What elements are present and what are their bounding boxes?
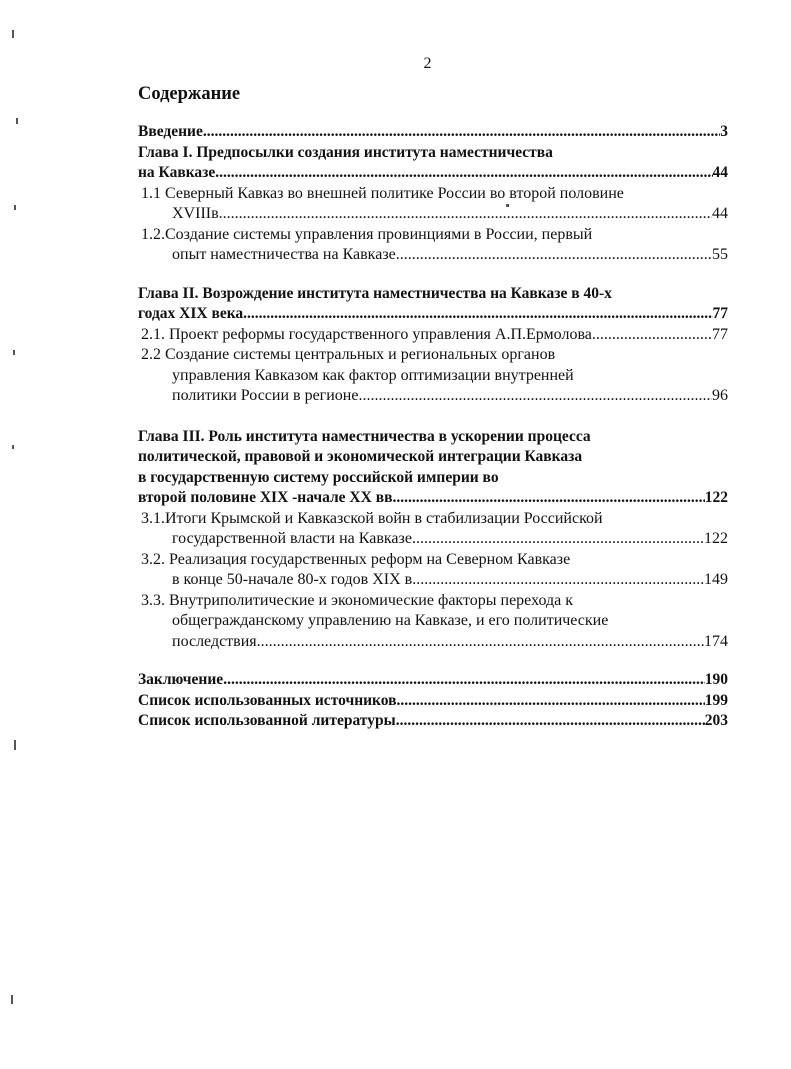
spacer bbox=[138, 266, 728, 284]
toc-entry-introduction[interactable] bbox=[138, 122, 728, 143]
entry-label: на Кавказе bbox=[138, 164, 216, 181]
toc-chapter-1-line-1[interactable] bbox=[138, 143, 728, 164]
entry-label: 1.1 Северный Кавказ во внешней политике России во второй половине bbox=[141, 184, 624, 202]
scan-speck bbox=[16, 118, 18, 124]
toc-section-2-2-line-1[interactable] bbox=[138, 345, 728, 366]
dot-leader bbox=[396, 711, 705, 732]
entry-page: 122 bbox=[704, 530, 728, 547]
toc-section-2-1[interactable] bbox=[138, 325, 728, 346]
toc-section-3-1-line-2[interactable] bbox=[138, 529, 728, 550]
entry-label: Глава III. Роль института наместничества в ускорении процесса bbox=[138, 427, 591, 445]
entry-page: 149 bbox=[704, 571, 728, 588]
toc-chapter-3-line-4[interactable] bbox=[138, 488, 728, 509]
scan-speck bbox=[12, 445, 14, 449]
toc-chapter-2-line-1[interactable] bbox=[138, 284, 728, 305]
scan-speck bbox=[506, 204, 509, 207]
dot-leader bbox=[362, 386, 712, 407]
dot-leader bbox=[592, 325, 712, 346]
entry-label: Глава II. Возрождение института наместничества на Кавказе в 40-х bbox=[138, 284, 612, 302]
dot-leader bbox=[223, 670, 705, 691]
scan-speck bbox=[12, 30, 14, 38]
dot-leader bbox=[396, 488, 704, 509]
scan-speck bbox=[11, 995, 13, 1004]
entry-label: Список использованных источников bbox=[138, 691, 397, 709]
entry-page: 77 bbox=[712, 305, 728, 322]
scan-speck bbox=[14, 740, 16, 750]
dot-leader bbox=[396, 245, 712, 266]
entry-label: годах XIX века bbox=[138, 305, 244, 322]
toc-section-3-3-line-1[interactable] bbox=[138, 591, 728, 612]
toc-section-3-2-line-1[interactable] bbox=[138, 550, 728, 571]
scan-speck bbox=[14, 205, 16, 210]
dot-leader bbox=[397, 691, 705, 712]
entry-page: 190 bbox=[704, 671, 728, 688]
entry-page: 96 bbox=[712, 387, 728, 404]
entry-label: 2.1. Проект реформы государственного управления А.П.Ермолова bbox=[141, 325, 592, 343]
entry-label: 1.2.Создание системы управления провинциями в России, первый bbox=[141, 225, 593, 243]
entry-page: 199 bbox=[704, 691, 728, 709]
toc-section-1-2-line-1[interactable] bbox=[138, 225, 728, 246]
dot-leader bbox=[243, 304, 712, 325]
toc-entry-conclusion[interactable] bbox=[138, 670, 728, 691]
entry-label: второй половине XIX -начале XX вв. bbox=[138, 489, 397, 506]
toc-chapter-1-line-2[interactable] bbox=[138, 163, 728, 184]
dot-leader bbox=[215, 163, 712, 184]
entry-page: 3 bbox=[720, 123, 728, 140]
entry-label: Введение bbox=[138, 123, 203, 140]
entry-page: 44 bbox=[712, 164, 728, 181]
entry-label: в государственную систему российской империи во bbox=[138, 468, 499, 486]
toc-section-3-3-line-3[interactable] bbox=[138, 632, 728, 653]
entry-page: 122 bbox=[704, 489, 728, 506]
entry-label: 3.1.Итоги Крымской и Кавказской войн в стабилизации Российской bbox=[141, 509, 603, 527]
dot-leader bbox=[257, 632, 704, 653]
entry-label: XVIIIв. bbox=[172, 205, 223, 222]
entry-page: 203 bbox=[704, 712, 728, 729]
entry-page: 174 bbox=[704, 632, 728, 650]
toc-section-2-2-line-3[interactable] bbox=[138, 386, 728, 407]
entry-label: управления Кавказом как фактор оптимизации внутренней bbox=[172, 366, 574, 384]
toc-chapter-2-line-2[interactable] bbox=[138, 304, 728, 325]
toc-section-3-1-line-1[interactable] bbox=[138, 509, 728, 530]
entry-page: 55 bbox=[712, 246, 728, 263]
toc-section-1-1-line-2[interactable] bbox=[138, 204, 728, 225]
entry-label: последствия bbox=[172, 632, 257, 650]
scan-speck bbox=[13, 350, 15, 355]
entry-label: политической, правовой и экономической интеграции Кавказа bbox=[138, 448, 583, 465]
entry-label: общегражданскому управлению на Кавказе, и его политические bbox=[172, 612, 609, 629]
table-of-contents bbox=[138, 122, 728, 732]
toc-section-3-2-line-2[interactable] bbox=[138, 570, 728, 591]
toc-chapter-3-line-2[interactable] bbox=[138, 447, 728, 468]
toc-entry-sources[interactable] bbox=[138, 691, 728, 712]
dot-leader bbox=[412, 529, 704, 550]
toc-title: Содержание bbox=[138, 84, 241, 104]
toc-section-2-2-line-2[interactable] bbox=[138, 366, 728, 387]
entry-page: 44 bbox=[712, 205, 728, 222]
toc-entry-literature[interactable] bbox=[138, 711, 728, 732]
toc-chapter-3-line-3[interactable] bbox=[138, 468, 728, 489]
entry-label: 3.3. Внутриполитические и экономические факторы перехода к bbox=[141, 591, 574, 609]
entry-label: Глава I. Предпосылки создания института наместничества bbox=[138, 143, 553, 161]
entry-label: Заключение bbox=[138, 671, 224, 688]
entry-label: Список использованной литературы bbox=[138, 712, 396, 729]
toc-section-1-2-line-2[interactable] bbox=[138, 245, 728, 266]
entry-label: в конце 50-начале 80-х годов XIX в. bbox=[172, 571, 417, 588]
dot-leader bbox=[203, 122, 720, 143]
entry-page: 77 bbox=[712, 325, 728, 343]
entry-label: 3.2. Реализация государственных реформ на Северном Кавказе bbox=[141, 550, 571, 568]
entry-label: 2.2 Создание системы центральных и региональных органов bbox=[141, 346, 556, 363]
page-number: 2 bbox=[423, 55, 432, 72]
spacer bbox=[138, 652, 728, 670]
entry-label: государственной власти на Кавказе bbox=[172, 530, 412, 547]
toc-chapter-3-line-1[interactable] bbox=[138, 427, 728, 448]
spacer bbox=[138, 407, 728, 427]
toc-section-3-3-line-2[interactable] bbox=[138, 611, 728, 632]
entry-label: опыт наместничества на Кавказе bbox=[172, 246, 396, 263]
toc-section-1-1-line-1[interactable] bbox=[138, 184, 728, 205]
dot-leader bbox=[223, 204, 712, 225]
entry-label: политики России в регионе. bbox=[172, 387, 363, 404]
dot-leader bbox=[416, 570, 704, 591]
